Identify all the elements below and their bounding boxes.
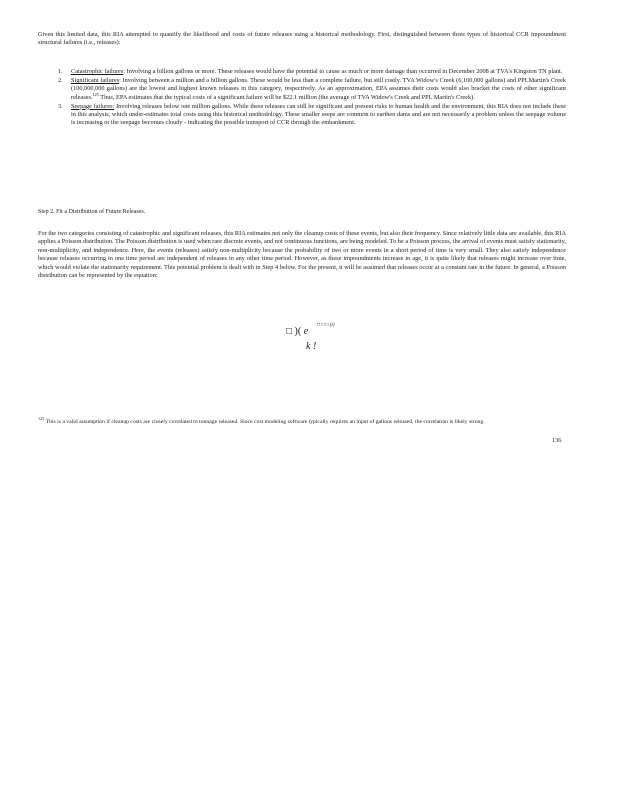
list-item-term: Catastrophic failures xyxy=(71,68,124,75)
page-number: 136 xyxy=(552,437,562,444)
footnote-text: This is a valid assumption if cleanup costs are closely correlated to tonnage released. Since cost modeling software typically requires an input of gallons released, the correlation is likely strong. xyxy=(44,419,485,425)
list-item-text: Involving releases below one million gallons. While these releases can still be significant and present risks to human health and the environment, this RIA does not include these in this analysis, which under-estimates total costs using this historical methodology. These smaller seeps are common to earthen dams and are not necessarily a problem unless the seepage volume is increasing or the seepage becomes cloudy - indicating the possible transport of CCR through the embankment. xyxy=(71,102,566,127)
equation-numerator xyxy=(286,323,335,338)
list-item-number: 3. xyxy=(58,102,63,110)
list-item xyxy=(38,77,566,102)
list-item xyxy=(38,103,566,128)
equation-denominator: k ! xyxy=(306,341,317,352)
equation-lambda-term: □ )( xyxy=(286,326,302,337)
step-heading: Step 2. Fit a Distribution of Future Releases. xyxy=(38,209,146,215)
list-item-term: Significant failures xyxy=(71,76,120,84)
footnote-reference: 125 xyxy=(92,91,99,97)
list-item-number: 2. xyxy=(58,76,63,84)
equation-exponential: e xyxy=(303,326,309,337)
list-item-term: Seepage failures: xyxy=(71,102,115,110)
list-item-text: : Involving a billion gallons or more. These releases would have the potential to cause as much or more damage than occurred in December 2008 at TVA's Kingston TN plant. xyxy=(123,68,563,75)
footnote xyxy=(38,416,566,427)
equation-exponent: □ □ □ (t) xyxy=(317,323,335,328)
step-body-paragraph: For the two categories consisting of catastrophic and significant releases, this RIA estimates not only the cleanup costs of these events, but also their frequency. Since relatively little data are available, this RIA applies a Poisson distribution. The Poisson distribution is used when rare discrete events, and not continuous functions, are being modeled. To be a Poisson process, the arrival of events must satisfy stationarity, non-multiplicity, and independence. Here, the events (releases) satisfy non-multiplicity because the probability of two or more events in a short period of time is very small. They also satisfy independence because releases occurring in one time period are independent of releases in any other time period. However, as these impoundments increase in age, it is quite likely that releases might increase over time, which would violate the stationarity requirement. This potential problem is dealt with in Step 4 below. For the present, it will be assumed that releases occur at a constant rate in the future. In general, a Poisson distribution can be represented by the equation: xyxy=(38,230,566,280)
failure-types-list xyxy=(38,68,566,128)
intro-paragraph: Given this limited data, this RIA attempted to quantify the likelihood and costs of future releases using a historical methodology. First, distinguished between three types of historical CCR impoundment structural failures (i.e., releases): xyxy=(38,31,566,47)
list-item-text: : Involving between a million and a billion gallons. These would be less than a complete failure, but still costly. TVA Widow's Creek (6,100,000 gallons) and PPLMartin's Creek (100,000,000 gallons) are the lowest and highest known releases in this category, respectively. As an approximation, EPA assumes their costs would also bracket the costs of other significant releases. xyxy=(71,76,566,101)
list-item-number: 1. xyxy=(58,68,63,75)
list-item-text-continued: Thus, EPA estimates that the typical costs of a significant failure will be $22.1 million (the average of TVA Widow's Creek and PPL Martin's Creek). xyxy=(98,93,475,101)
list-item xyxy=(38,68,566,76)
footnote-mark: 125 xyxy=(38,416,45,422)
